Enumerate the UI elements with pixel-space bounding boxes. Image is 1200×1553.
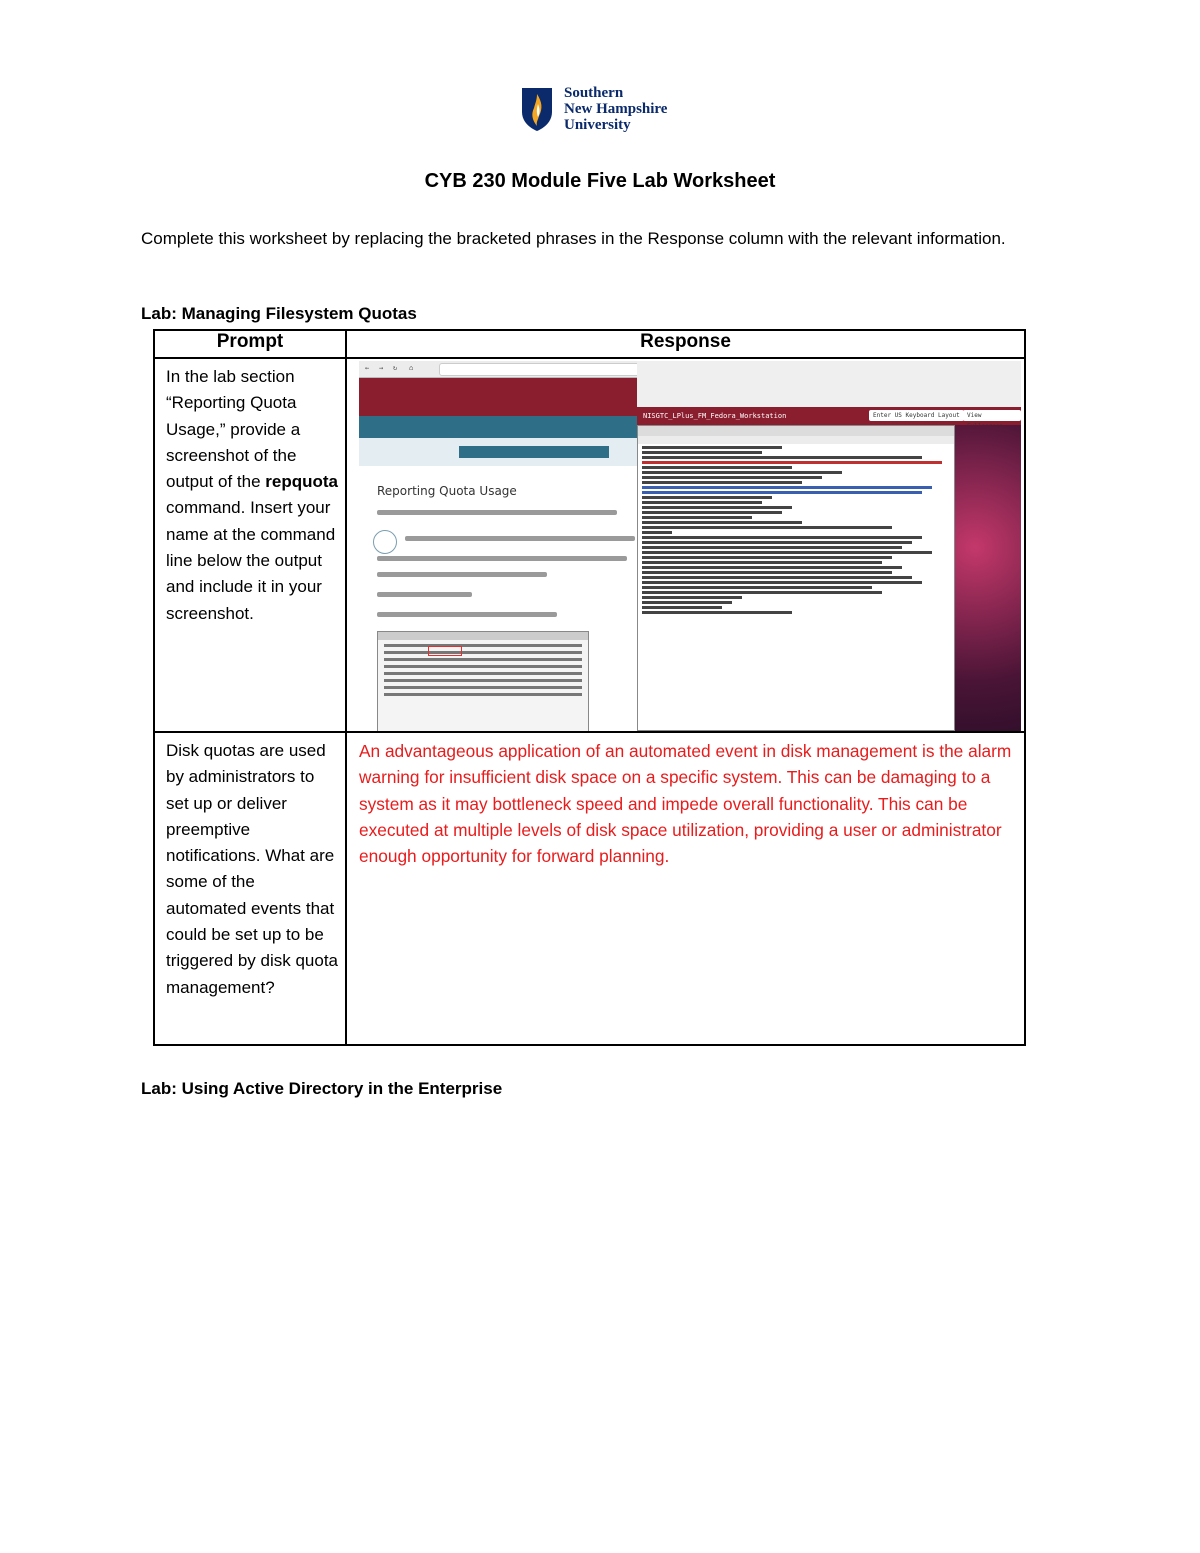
terminal-line bbox=[642, 576, 912, 579]
prompt-cell bbox=[154, 732, 346, 1045]
terminal-line bbox=[642, 491, 922, 494]
terminal-line bbox=[642, 611, 792, 614]
forward-icon: → bbox=[379, 364, 384, 372]
prompt-text: Disk quotas are used by administrators to set up or deliver preemptive notifications. What are some of the automated events that could be set up to be triggered by disk quota management? bbox=[166, 741, 338, 997]
table-row bbox=[154, 732, 1025, 1045]
section-heading-filesystem-quotas: Lab: Managing Filesystem Quotas bbox=[141, 304, 417, 323]
text-line bbox=[405, 536, 635, 541]
terminal-line bbox=[642, 556, 892, 559]
vm-desktop bbox=[637, 425, 1021, 731]
course-bar bbox=[359, 416, 649, 438]
prompt-text-after: command. Insert your name at the command line below the output and include it in your screenshot. bbox=[166, 498, 336, 623]
terminal-line bbox=[642, 581, 922, 584]
terminal-line bbox=[642, 471, 842, 474]
logo-line-3: University bbox=[564, 117, 631, 133]
terminal-line bbox=[642, 476, 822, 479]
lab-instructions-pane bbox=[359, 466, 649, 731]
logo-line-2: New Hampshire bbox=[564, 101, 668, 117]
terminal-line bbox=[642, 601, 732, 604]
terminal-line bbox=[384, 651, 582, 654]
logo-wordmark bbox=[564, 85, 667, 133]
terminal-line bbox=[642, 506, 792, 509]
terminal-line bbox=[384, 658, 582, 661]
vm-title-bar bbox=[637, 407, 1021, 425]
response-cell bbox=[346, 732, 1025, 1045]
terminal-line bbox=[642, 531, 672, 534]
terminal-line bbox=[642, 466, 792, 469]
terminal-line bbox=[642, 501, 762, 504]
repquota-screenshot bbox=[359, 361, 1021, 731]
terminal-line bbox=[384, 679, 582, 682]
vm-window bbox=[637, 361, 1021, 731]
response-cell bbox=[346, 358, 1025, 732]
terminal-line bbox=[642, 496, 772, 499]
terminal-line bbox=[384, 644, 582, 647]
prompt-text-bold: repquota bbox=[265, 472, 338, 492]
text-line bbox=[377, 592, 472, 597]
terminal-line bbox=[642, 446, 782, 449]
document-title: CYB 230 Module Five Lab Worksheet bbox=[424, 170, 776, 192]
terminal-line bbox=[642, 591, 882, 594]
keyboard-layout-button: Enter US Keyboard Layout bbox=[869, 410, 964, 421]
terminal-line bbox=[642, 586, 872, 589]
instructions-text: Complete this worksheet by replacing the bracketed phrases in the Response column with the relevant information. bbox=[141, 229, 1006, 248]
terminal-line bbox=[642, 596, 742, 599]
terminal-line bbox=[642, 571, 892, 574]
back-icon: ← bbox=[365, 364, 370, 372]
terminal-line bbox=[642, 456, 922, 459]
response-column-header: Response bbox=[346, 330, 1025, 358]
terminal-line bbox=[642, 511, 782, 514]
terminal-line bbox=[642, 566, 902, 569]
terminal-line bbox=[642, 486, 932, 489]
url-bar bbox=[439, 363, 641, 376]
text-line bbox=[377, 612, 557, 617]
terminal-line bbox=[384, 665, 582, 668]
prompt-text bbox=[155, 359, 345, 627]
highlight-box bbox=[428, 646, 462, 656]
lab-section-heading: Reporting Quota Usage bbox=[377, 484, 517, 498]
snhu-logo bbox=[520, 84, 690, 134]
table-row bbox=[154, 358, 1025, 732]
terminal-line bbox=[642, 551, 932, 554]
terminal-line bbox=[384, 686, 582, 689]
terminal-line bbox=[642, 481, 802, 484]
step-marker bbox=[373, 530, 397, 554]
vm-title: NISGTC_LPlus_FM_Fedora_Workstation bbox=[643, 412, 787, 420]
prompt-text-before: In the lab section “Reporting Quota Usage,” provide a screenshot of the output of the bbox=[166, 367, 301, 492]
terminal-line bbox=[642, 516, 752, 519]
terminal-line bbox=[642, 606, 722, 609]
fullscreen-button: View bbox=[963, 410, 1021, 421]
sample-terminal-titlebar bbox=[378, 632, 588, 640]
terminal-line bbox=[384, 693, 582, 696]
text-line bbox=[377, 556, 627, 561]
text-line bbox=[377, 510, 617, 515]
terminal-line bbox=[642, 536, 922, 539]
sample-terminal-image bbox=[377, 631, 589, 731]
terminal-line bbox=[642, 526, 892, 529]
text-line bbox=[377, 572, 547, 577]
terminal-line bbox=[642, 546, 902, 549]
terminal-line bbox=[642, 561, 882, 564]
prompt-cell bbox=[154, 358, 346, 732]
table-header-row bbox=[154, 330, 1025, 358]
terminal-line bbox=[642, 461, 942, 464]
lab-banner bbox=[359, 378, 649, 416]
lab-tab bbox=[459, 446, 609, 458]
terminal-menubar bbox=[638, 436, 954, 444]
vm-browser-chrome bbox=[637, 361, 1021, 408]
vm-terminal bbox=[637, 425, 955, 731]
section-heading-active-directory: Lab: Using Active Directory in the Enterprise bbox=[141, 1079, 503, 1098]
terminal-line bbox=[384, 672, 582, 675]
prompt-column-header: Prompt bbox=[154, 330, 346, 358]
response-text: An advantageous application of an automated event in disk management is the alarm warning for insufficient disk space on a specific system. This can be damaging to a system as it may bottleneck speed and impede overall functionality. This can be executed at multiple levels of disk space utilization, providing a user or administrator enough opportunity for forward planning. bbox=[359, 741, 1012, 867]
snhu-shield-icon bbox=[520, 86, 554, 132]
terminal-line bbox=[642, 451, 762, 454]
terminal-line bbox=[642, 521, 802, 524]
terminal-line bbox=[642, 541, 912, 544]
logo-line-1: Southern bbox=[564, 85, 624, 101]
lab-nav-bar bbox=[359, 438, 649, 466]
reload-icon: ↻ bbox=[393, 364, 398, 372]
home-icon: ⌂ bbox=[409, 364, 414, 372]
worksheet-table bbox=[153, 329, 1026, 1046]
terminal-titlebar bbox=[638, 426, 954, 436]
